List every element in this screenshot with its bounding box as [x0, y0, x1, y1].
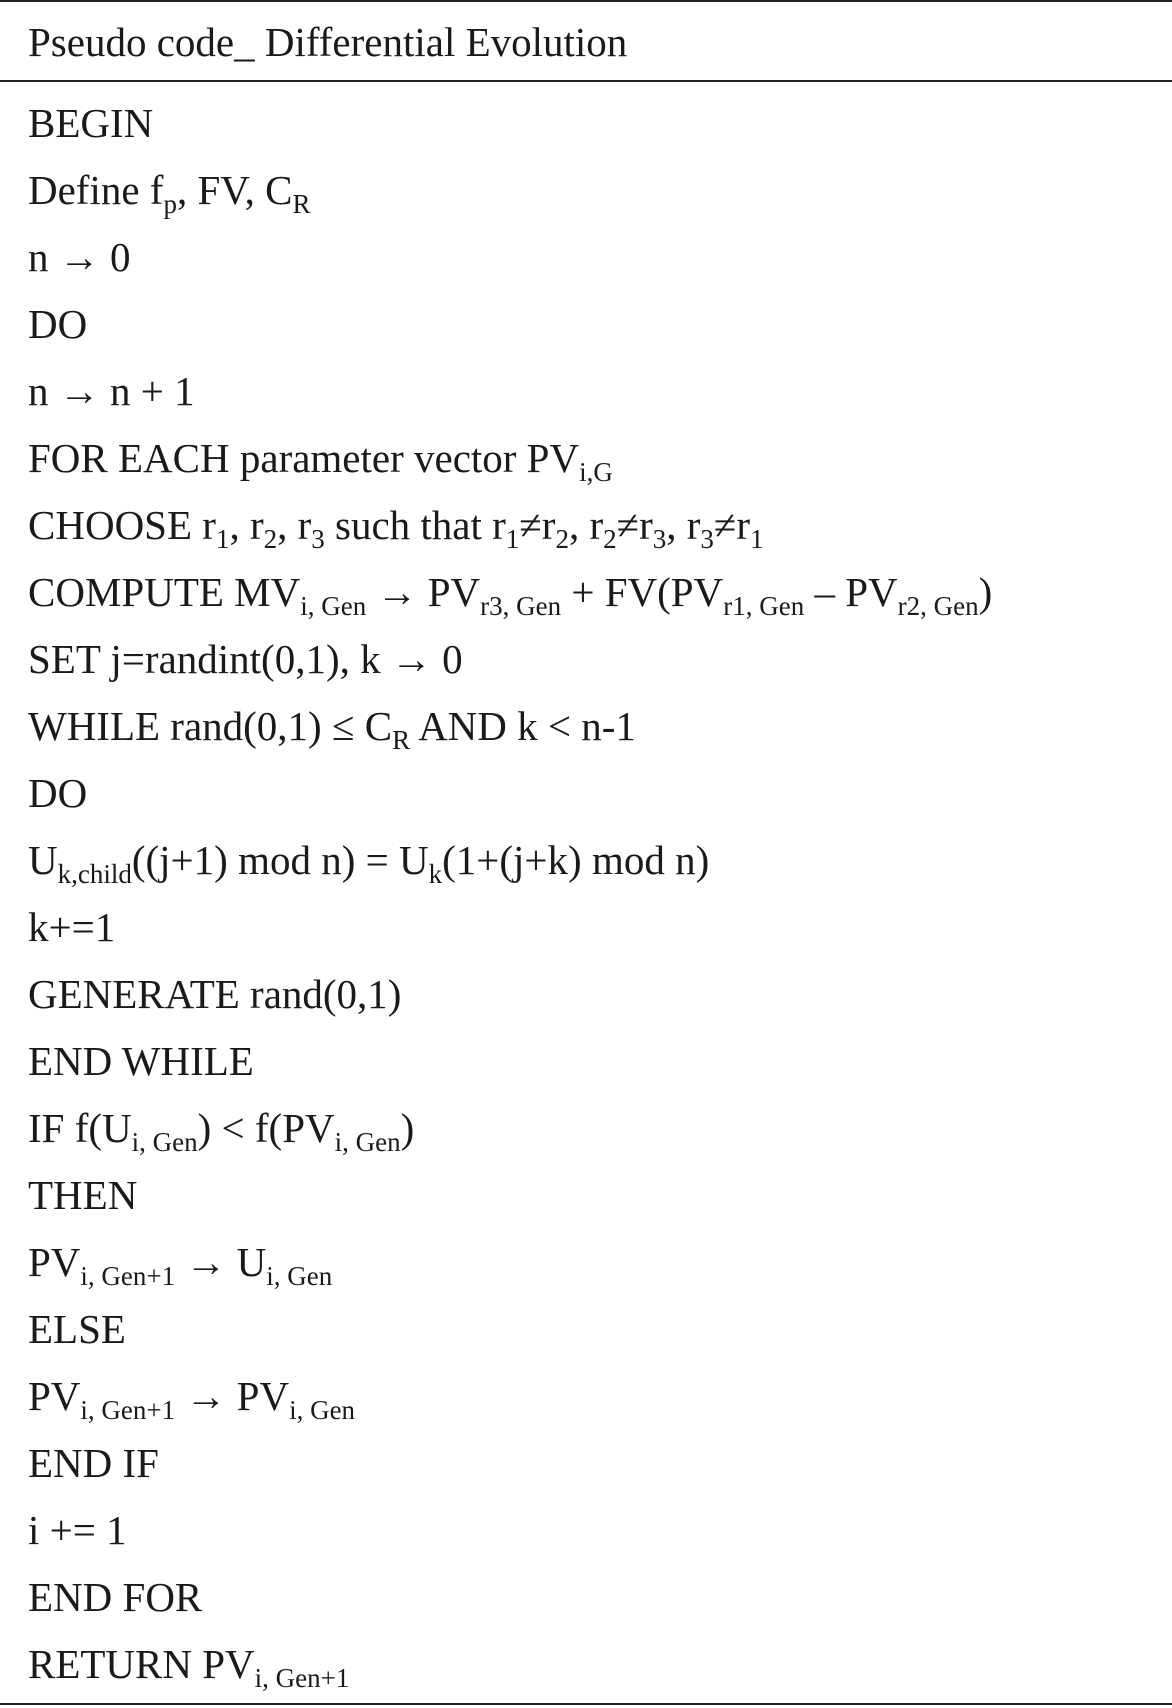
code-text: → PV [366, 569, 481, 615]
code-line [28, 1497, 992, 1564]
subscript: i, Gen [289, 1395, 356, 1425]
code-text: DO [28, 770, 88, 816]
code-text: ((j+1) mod n) = U [131, 837, 429, 883]
subscript: 2 [263, 524, 278, 554]
subscript: 3 [311, 524, 325, 554]
subscript: 1 [750, 524, 764, 554]
code-text: ) [978, 569, 993, 615]
subscript: 1 [215, 524, 230, 554]
subscript: p [163, 189, 177, 219]
subscript: i, Gen [131, 1127, 198, 1157]
subscript: 3 [700, 524, 714, 554]
code-line [28, 559, 992, 626]
table-header-title: Pseudo code_ Differential Evolution [28, 19, 628, 65]
code-text: (1+(j+k) mod n) [442, 837, 710, 883]
code-line [28, 1564, 992, 1631]
code-text: PV [28, 1373, 81, 1419]
code-line [28, 492, 992, 559]
code-line [28, 90, 992, 157]
code-text: U [28, 837, 58, 883]
subscript: i, Gen [334, 1127, 401, 1157]
code-text: ≠r [616, 502, 653, 548]
subscript: i,G [579, 457, 613, 487]
code-text: WHILE rand(0,1) ≤ C [28, 703, 393, 749]
code-text: END WHILE [28, 1038, 254, 1084]
code-text: ≠r [519, 502, 556, 548]
code-text: ELSE [28, 1306, 126, 1352]
code-text: – PV [804, 569, 898, 615]
code-line [28, 626, 992, 693]
code-text: such that r [324, 502, 506, 548]
code-text: → PV [175, 1373, 290, 1419]
code-text: , r [229, 502, 264, 548]
subscript: k,child [57, 859, 132, 889]
code-text: FOR EACH parameter vector PV [28, 435, 580, 481]
code-text: DO [28, 301, 88, 347]
code-text: i += 1 [28, 1507, 127, 1553]
code-text: ) [400, 1105, 415, 1151]
code-line [28, 291, 992, 358]
code-text: GENERATE rand(0,1) [28, 971, 402, 1017]
code-text: ≠r [713, 502, 751, 548]
subscript: 2 [555, 524, 569, 554]
code-text: n → n + 1 [28, 368, 195, 414]
code-text: + FV(PV [561, 569, 724, 615]
code-text: , FV, C [176, 167, 293, 213]
subscript: i, Gen+1 [80, 1261, 176, 1291]
table-top-rule [0, 0, 1172, 2]
code-text: END FOR [28, 1574, 203, 1620]
subscript: i, Gen [300, 591, 367, 621]
code-line [28, 157, 992, 224]
code-line [28, 760, 992, 827]
code-line [28, 224, 992, 291]
code-text: ) < f(PV [197, 1105, 335, 1151]
subscript: r2, Gen [897, 591, 979, 621]
code-line [28, 894, 992, 961]
code-line [28, 358, 992, 425]
subscript: R [392, 725, 411, 755]
subscript: r3, Gen [480, 591, 562, 621]
subscript: R [292, 189, 311, 219]
subscript: 2 [603, 524, 617, 554]
code-text: , r [666, 502, 701, 548]
code-text: , r [568, 502, 604, 548]
code-text: n → 0 [28, 234, 131, 280]
subscript: 1 [505, 524, 520, 554]
code-line [28, 1229, 992, 1296]
code-text: IF f(U [28, 1105, 132, 1151]
subscript: 3 [652, 524, 667, 554]
code-text: END IF [28, 1440, 159, 1486]
code-text: COMPUTE MV [28, 569, 301, 615]
code-line [28, 1430, 992, 1497]
header-divider-rule [0, 80, 1172, 82]
code-text: → U [175, 1239, 267, 1285]
code-line [28, 961, 992, 1028]
code-text: BEGIN [28, 100, 154, 146]
code-line [28, 1363, 992, 1430]
code-text: SET j=randint(0,1), k → 0 [28, 636, 463, 682]
code-line [28, 827, 992, 894]
code-text: AND k < n-1 [410, 703, 636, 749]
code-line [28, 1296, 992, 1363]
code-line [28, 693, 992, 760]
code-text: Define f [28, 167, 164, 213]
code-text: CHOOSE r [28, 502, 216, 548]
code-text: , r [277, 502, 312, 548]
subscript: i, Gen+1 [80, 1395, 176, 1425]
code-text: THEN [28, 1172, 138, 1218]
code-line [28, 1095, 992, 1162]
code-line [28, 1162, 992, 1229]
subscript: k [428, 859, 443, 889]
code-line [28, 425, 992, 492]
table-bottom-rule [0, 1703, 1172, 1705]
code-line [28, 1631, 992, 1698]
code-text: k+=1 [28, 904, 116, 950]
code-text: PV [28, 1239, 81, 1285]
subscript: r1, Gen [723, 591, 805, 621]
subscript: i, Gen [266, 1261, 333, 1291]
pseudo-code-body [28, 90, 992, 1698]
code-text: RETURN PV [28, 1641, 255, 1687]
code-line [28, 1028, 992, 1095]
subscript: i, Gen+1 [254, 1663, 350, 1693]
